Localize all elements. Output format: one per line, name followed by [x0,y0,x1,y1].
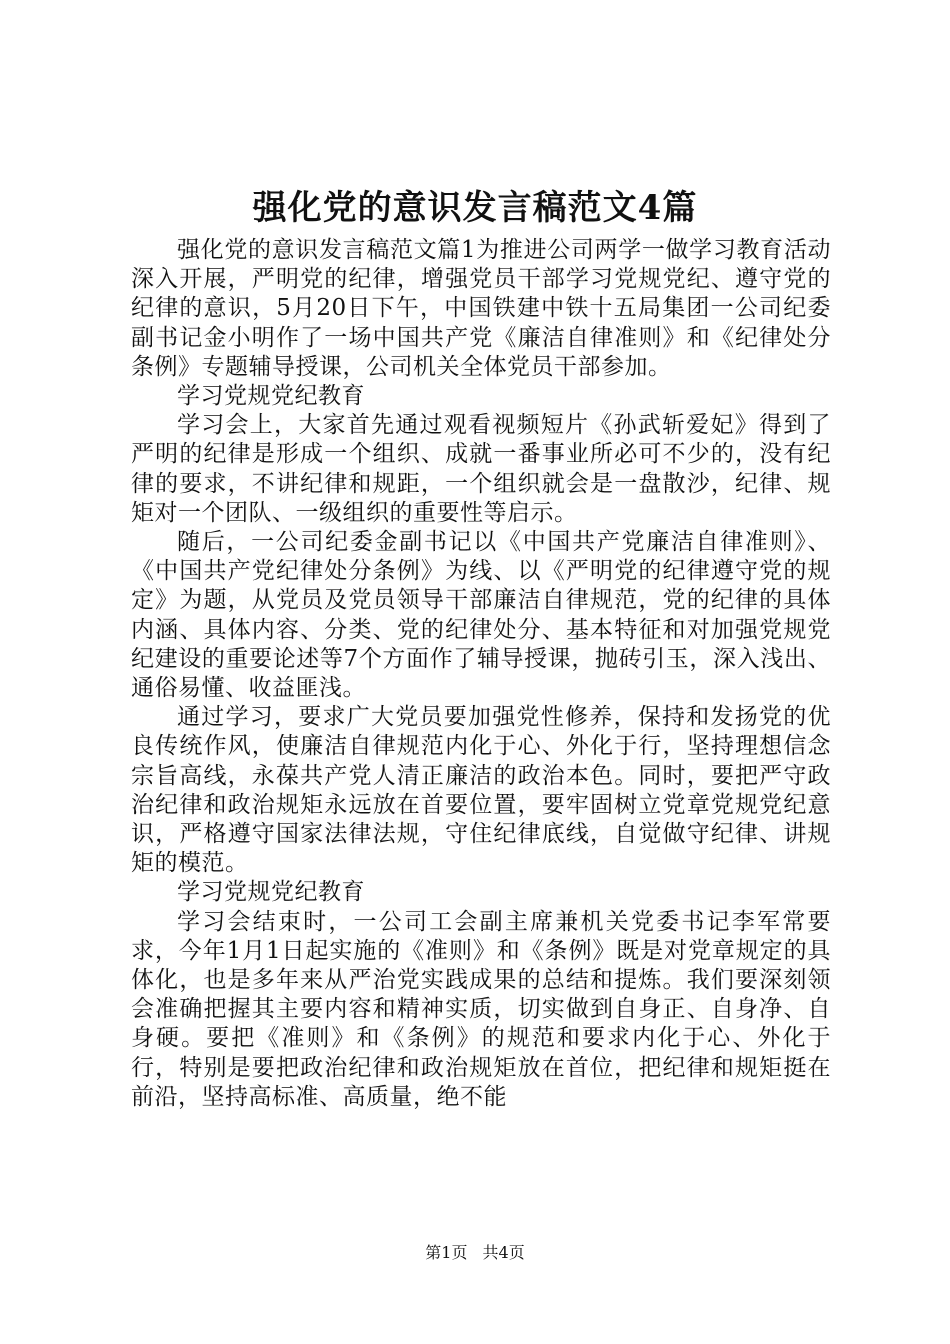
paragraph: 学习会上，大家首先通过观看视频短片《孙武斩爱妃》得到了严明的纪律是形成一个组织、成就一番事业所必可不少的，没有纪律的要求，不讲纪律和规距，一个组织就会是一盘散沙，纪律、规矩对一个团队、一级组织的重要性等启示。 [131,412,831,526]
document-body [131,236,831,1112]
page-number: 第1页 [425,1243,468,1262]
paragraph: 学习会结束时，一公司工会副主席兼机关党委书记李军常要求，今年1月1日起实施的《准则》和《条例》既是对党章规定的具体化，也是多年来从严治党实践成果的总结和提炼。我们要深刻领会准确把握其主要内容和精神实质，切实做到自身正、自身净、自身硬。要把《准则》和《条例》的规范和要求内化于心、外化于行，特别是要把政治纪律和政治规矩放在首位，把纪律和规矩挺在前沿，坚持高标准、高质量，绝不能 [131,908,831,1110]
paragraph: 随后，一公司纪委金副书记以《中国共产党廉洁自律准则》、《中国共产党纪律处分条例》为线、以《严明党的纪律遵守党的规定》为题，从党员及党员领导干部廉洁自律规范，党的纪律的具体内涵、具体内容、分类、党的纪律处分、基本特征和对加强党规党纪建设的重要论述等7个方面作了辅导授课，抛砖引玉，深入浅出、通俗易懂、收益匪浅。 [131,529,831,702]
document-title: 强化党的意识发言稿范文4篇 [252,188,698,228]
section-heading: 学习党规党纪教育 [177,383,365,410]
paragraph-intro: 强化党的意识发言稿范文篇1为推进公司两学一做学习教育活动深入开展，严明党的纪律，增强党员干部学习党规党纪、遵守党的纪律的意识，5月20日下午，中国铁建中铁十五局集团一公司纪委副书记金小明作了一场中国共产党《廉洁自律准则》和《纪律处分条例》专题辅导授课，公司机关全体党员干部参加。 [131,237,831,380]
paragraph: 通过学习，要求广大党员要加强党性修养，保持和发扬党的优良传统作风，使廉洁自律规范内化于心、外化于行，坚持理想信念宗旨高线，永葆共产党人清正廉洁的政治本色。同时，要把严守政治纪律和政治规矩永远放在首要位置，要牢固树立党章党规党纪意识，严格遵守国家法律法规，守住纪律底线，自觉做守纪律、讲规矩的模范。 [131,704,831,877]
section-heading: 学习党规党纪教育 [177,879,365,906]
page-footer [0,1243,950,1263]
page-total: 共4页 [482,1243,525,1262]
